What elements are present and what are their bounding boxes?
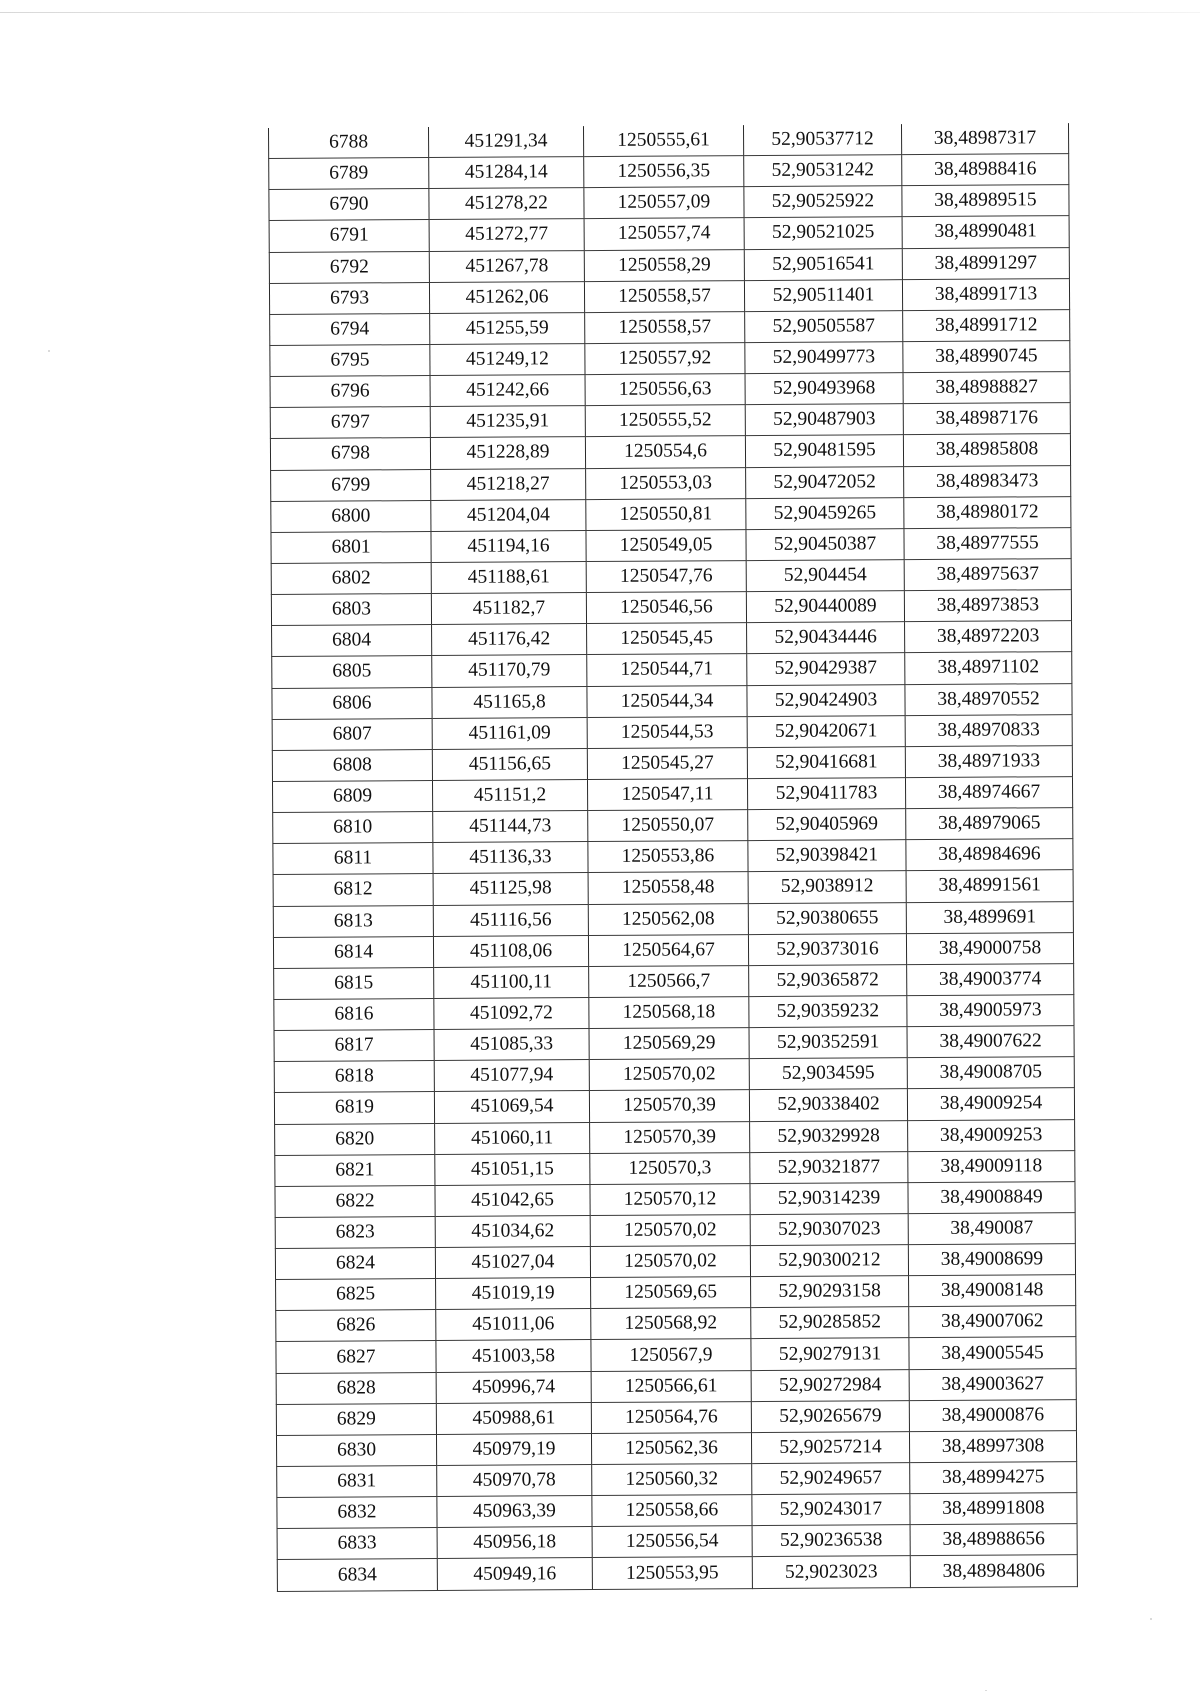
y-coordinate-cell: 1250558,29: [584, 249, 744, 281]
latitude-cell: 52,90272984: [751, 1369, 909, 1401]
longitude-cell: 38,48997308: [909, 1430, 1076, 1462]
latitude-cell: 52,9038912: [748, 871, 906, 903]
longitude-cell: 38,48980172: [904, 496, 1071, 528]
y-coordinate-cell: 1250544,34: [587, 685, 747, 717]
longitude-cell: 38,48977555: [904, 527, 1071, 559]
y-coordinate-cell: 1250566,7: [589, 965, 749, 997]
table-row: [273, 901, 1073, 937]
latitude-cell: 52,9034595: [749, 1058, 907, 1090]
x-coordinate-cell: 450979,19: [436, 1433, 591, 1465]
x-coordinate-cell: 451136,33: [433, 842, 588, 874]
y-coordinate-cell: 1250570,12: [590, 1183, 750, 1215]
table-row: [270, 309, 1070, 345]
point-number-cell: 6816: [274, 998, 434, 1030]
y-coordinate-cell: 1250558,57: [584, 280, 744, 312]
point-number-cell: 6815: [274, 967, 434, 999]
y-coordinate-cell: 1250562,08: [588, 903, 748, 935]
y-coordinate-cell: 1250558,48: [588, 872, 748, 904]
latitude-cell: 52,90380655: [748, 902, 906, 934]
y-coordinate-cell: 1250569,29: [589, 1028, 749, 1060]
longitude-cell: 38,48988656: [910, 1524, 1077, 1556]
longitude-cell: 38,48991713: [902, 278, 1069, 310]
table-row: [273, 870, 1073, 906]
x-coordinate-cell: 451188,61: [431, 562, 586, 594]
longitude-cell: 38,48970833: [905, 714, 1072, 746]
y-coordinate-cell: 1250553,03: [586, 467, 746, 499]
point-number-cell: 6797: [270, 407, 430, 439]
point-number-cell: 6801: [271, 531, 431, 563]
latitude-cell: 52,90472052: [746, 466, 904, 498]
longitude-cell: 38,49008849: [908, 1181, 1075, 1213]
table-row: [269, 185, 1069, 221]
x-coordinate-cell: 451151,2: [432, 780, 587, 812]
point-number-cell: 6805: [272, 656, 432, 688]
table-row: [272, 777, 1072, 813]
longitude-cell: 38,48973853: [904, 590, 1071, 622]
point-number-cell: 6800: [271, 500, 431, 532]
longitude-cell: 38,49007062: [909, 1306, 1076, 1338]
latitude-cell: 52,90398421: [748, 840, 906, 872]
table-row: [277, 1524, 1077, 1560]
point-number-cell: 6789: [269, 158, 429, 190]
x-coordinate-cell: 451060,11: [435, 1122, 590, 1154]
x-coordinate-cell: 451249,12: [430, 344, 585, 376]
y-coordinate-cell: 1250553,86: [588, 841, 748, 873]
latitude-cell: 52,90243017: [752, 1494, 910, 1526]
latitude-cell: 52,90416681: [747, 746, 905, 778]
latitude-cell: 52,90365872: [749, 964, 907, 996]
x-coordinate-cell: 451228,89: [430, 437, 585, 469]
x-coordinate-cell: 451218,27: [431, 468, 586, 500]
latitude-cell: 52,90420671: [747, 715, 905, 747]
table-row: [276, 1368, 1076, 1404]
longitude-cell: 38,49008705: [907, 1057, 1074, 1089]
y-coordinate-cell: 1250546,56: [586, 592, 746, 624]
y-coordinate-cell: 1250558,57: [585, 311, 745, 343]
point-number-cell: 6824: [275, 1248, 435, 1280]
latitude-cell: 52,90257214: [751, 1432, 909, 1464]
y-coordinate-cell: 1250566,61: [591, 1370, 751, 1402]
point-number-cell: 6791: [269, 220, 429, 252]
table-row: [270, 341, 1070, 377]
point-number-cell: 6831: [277, 1466, 437, 1498]
table-row: [276, 1275, 1076, 1311]
x-coordinate-cell: 450949,16: [437, 1558, 592, 1590]
point-number-cell: 6788: [269, 127, 429, 159]
latitude-cell: 52,90279131: [751, 1338, 909, 1370]
point-number-cell: 6827: [276, 1341, 436, 1373]
y-coordinate-cell: 1250557,74: [584, 218, 744, 250]
longitude-cell: 38,49003774: [907, 963, 1074, 995]
latitude-cell: 52,90265679: [751, 1400, 909, 1432]
x-coordinate-cell: 450970,78: [437, 1465, 592, 1497]
table-row: [275, 1181, 1075, 1217]
latitude-cell: 52,9023023: [752, 1556, 910, 1588]
x-coordinate-cell: 451235,91: [430, 406, 585, 438]
y-coordinate-cell: 1250567,9: [591, 1339, 751, 1371]
y-coordinate-cell: 1250555,61: [583, 125, 743, 157]
x-coordinate-cell: 451108,06: [433, 935, 588, 967]
y-coordinate-cell: 1250557,92: [585, 343, 745, 375]
longitude-cell: 38,49000758: [906, 932, 1073, 964]
y-coordinate-cell: 1250570,3: [590, 1152, 750, 1184]
x-coordinate-cell: 451242,66: [430, 375, 585, 407]
y-coordinate-cell: 1250569,65: [591, 1277, 751, 1309]
point-number-cell: 6792: [269, 251, 429, 283]
point-number-cell: 6834: [277, 1559, 437, 1591]
x-coordinate-cell: 451116,56: [433, 904, 588, 936]
x-coordinate-cell: 451284,14: [429, 157, 584, 189]
longitude-cell: 38,48983473: [904, 465, 1071, 497]
scan-top-edge: [0, 12, 1200, 13]
table-row: [270, 372, 1070, 408]
x-coordinate-cell: 451077,94: [434, 1060, 589, 1092]
longitude-cell: 38,48991561: [906, 870, 1073, 902]
latitude-cell: 52,90499773: [745, 342, 903, 374]
x-coordinate-cell: 451165,8: [432, 686, 587, 718]
latitude-cell: 52,90537712: [743, 124, 901, 156]
table-row: [273, 839, 1073, 875]
y-coordinate-cell: 1250564,76: [591, 1401, 751, 1433]
latitude-cell: 52,90434446: [747, 622, 905, 654]
latitude-cell: 52,90300212: [750, 1245, 908, 1277]
x-coordinate-cell: 451267,78: [429, 250, 584, 282]
y-coordinate-cell: 1250570,02: [589, 1059, 749, 1091]
longitude-cell: 38,48972203: [905, 621, 1072, 653]
longitude-cell: 38,49009254: [907, 1088, 1074, 1120]
table-row: [275, 1119, 1075, 1155]
longitude-cell: 38,48989515: [902, 185, 1069, 217]
latitude-cell: 52,90293158: [751, 1276, 909, 1308]
latitude-cell: 52,90459265: [746, 497, 904, 529]
x-coordinate-cell: 451278,22: [429, 188, 584, 220]
y-coordinate-cell: 1250560,32: [592, 1464, 752, 1496]
longitude-cell: 38,48990481: [902, 216, 1069, 248]
x-coordinate-cell: 451272,77: [429, 219, 584, 251]
x-coordinate-cell: 451085,33: [434, 1029, 589, 1061]
y-coordinate-cell: 1250556,63: [585, 374, 745, 406]
y-coordinate-cell: 1250547,76: [586, 561, 746, 593]
x-coordinate-cell: 451042,65: [435, 1184, 590, 1216]
x-coordinate-cell: 451176,42: [432, 624, 587, 656]
point-number-cell: 6804: [272, 625, 432, 657]
point-number-cell: 6802: [271, 562, 431, 594]
x-coordinate-cell: 451003,58: [436, 1340, 591, 1372]
y-coordinate-cell: 1250554,6: [585, 436, 745, 468]
x-coordinate-cell: 451161,09: [432, 717, 587, 749]
y-coordinate-cell: 1250568,92: [591, 1308, 751, 1340]
y-coordinate-cell: 1250556,54: [592, 1526, 752, 1558]
point-number-cell: 6790: [269, 189, 429, 221]
point-number-cell: 6820: [275, 1123, 435, 1155]
point-number-cell: 6830: [276, 1434, 436, 1466]
table-row: [272, 714, 1072, 750]
longitude-cell: 38,48979065: [906, 808, 1073, 840]
table-row: [271, 590, 1071, 626]
point-number-cell: 6811: [273, 843, 433, 875]
y-coordinate-cell: 1250570,02: [590, 1246, 750, 1278]
x-coordinate-cell: 450988,61: [436, 1402, 591, 1434]
longitude-cell: 38,48985808: [903, 434, 1070, 466]
x-coordinate-cell: 450996,74: [436, 1371, 591, 1403]
longitude-cell: 38,48975637: [904, 559, 1071, 591]
x-coordinate-cell: 450956,18: [437, 1527, 592, 1559]
table-row: [271, 496, 1071, 532]
table-row: [276, 1306, 1076, 1342]
table-row: [275, 1150, 1075, 1186]
table-row: [274, 1088, 1074, 1124]
y-coordinate-cell: 1250545,27: [587, 747, 747, 779]
latitude-cell: 52,90249657: [752, 1463, 910, 1495]
y-coordinate-cell: 1250547,11: [587, 779, 747, 811]
table-row: [274, 1026, 1074, 1062]
table-row: [272, 683, 1072, 719]
table-row: [272, 745, 1072, 781]
x-coordinate-cell: 451262,06: [429, 281, 584, 313]
x-coordinate-cell: 451255,59: [430, 312, 585, 344]
point-number-cell: 6799: [271, 469, 431, 501]
latitude-cell: 52,90373016: [748, 933, 906, 965]
point-number-cell: 6807: [272, 718, 432, 750]
x-coordinate-cell: 451019,19: [436, 1278, 591, 1310]
point-number-cell: 6818: [274, 1061, 434, 1093]
longitude-cell: 38,49005973: [907, 995, 1074, 1027]
coordinates-table: [268, 123, 1078, 1591]
point-number-cell: 6806: [272, 687, 432, 719]
point-number-cell: 6814: [273, 936, 433, 968]
longitude-cell: 38,48970552: [905, 683, 1072, 715]
table-row: [270, 434, 1070, 470]
point-number-cell: 6821: [275, 1154, 435, 1186]
y-coordinate-cell: 1250558,66: [592, 1495, 752, 1527]
y-coordinate-cell: 1250544,71: [587, 654, 747, 686]
y-coordinate-cell: 1250555,52: [585, 405, 745, 437]
latitude-cell: 52,90321877: [750, 1151, 908, 1183]
longitude-cell: 38,48994275: [910, 1462, 1077, 1494]
latitude-cell: 52,90338402: [749, 1089, 907, 1121]
table-row: [269, 154, 1069, 190]
point-number-cell: 6822: [275, 1185, 435, 1217]
longitude-cell: 38,49003627: [909, 1368, 1076, 1400]
longitude-cell: 38,4899691: [906, 901, 1073, 933]
longitude-cell: 38,48971933: [905, 745, 1072, 777]
point-number-cell: 6817: [274, 1030, 434, 1062]
y-coordinate-cell: 1250556,35: [584, 156, 744, 188]
longitude-cell: 38,48991712: [903, 309, 1070, 341]
latitude-cell: 52,90481595: [745, 435, 903, 467]
latitude-cell: 52,904454: [746, 560, 904, 592]
latitude-cell: 52,90352591: [749, 1027, 907, 1059]
y-coordinate-cell: 1250550,07: [588, 810, 748, 842]
table-row: [276, 1337, 1076, 1373]
longitude-cell: 38,49007622: [907, 1026, 1074, 1058]
point-number-cell: 6808: [272, 749, 432, 781]
y-coordinate-cell: 1250568,18: [589, 997, 749, 1029]
x-coordinate-cell: 451051,15: [435, 1153, 590, 1185]
latitude-cell: 52,90236538: [752, 1525, 910, 1557]
longitude-cell: 38,48988416: [902, 154, 1069, 186]
latitude-cell: 52,90516541: [744, 248, 902, 280]
x-coordinate-cell: 451291,34: [428, 126, 583, 158]
scan-speck: [48, 350, 50, 352]
table-row: [272, 652, 1072, 688]
point-number-cell: 6810: [273, 812, 433, 844]
longitude-cell: 38,48974667: [905, 777, 1072, 809]
point-number-cell: 6813: [273, 905, 433, 937]
point-number-cell: 6794: [270, 313, 430, 345]
x-coordinate-cell: 451170,79: [432, 655, 587, 687]
latitude-cell: 52,90450387: [746, 528, 904, 560]
point-number-cell: 6809: [272, 780, 432, 812]
table-row: [271, 527, 1071, 563]
y-coordinate-cell: 1250553,95: [592, 1557, 752, 1589]
document-page: [268, 128, 1068, 1592]
longitude-cell: 38,49009118: [908, 1150, 1075, 1182]
y-coordinate-cell: 1250545,45: [587, 623, 747, 655]
point-number-cell: 6793: [269, 282, 429, 314]
coordinates-table-body: [269, 123, 1078, 1591]
x-coordinate-cell: 451069,54: [434, 1091, 589, 1123]
longitude-cell: 38,49009253: [908, 1119, 1075, 1151]
table-row: [276, 1399, 1076, 1435]
longitude-cell: 38,49008699: [908, 1244, 1075, 1276]
x-coordinate-cell: 451092,72: [434, 997, 589, 1029]
latitude-cell: 52,90521025: [744, 217, 902, 249]
latitude-cell: 52,90359232: [749, 996, 907, 1028]
table-row: [269, 216, 1069, 252]
x-coordinate-cell: 451144,73: [433, 811, 588, 843]
latitude-cell: 52,90424903: [747, 684, 905, 716]
point-number-cell: 6795: [270, 344, 430, 376]
latitude-cell: 52,90429387: [747, 653, 905, 685]
point-number-cell: 6826: [276, 1310, 436, 1342]
table-row: [273, 808, 1073, 844]
table-row: [275, 1213, 1075, 1249]
longitude-cell: 38,48988827: [903, 372, 1070, 404]
latitude-cell: 52,90440089: [746, 591, 904, 623]
x-coordinate-cell: 451125,98: [433, 873, 588, 905]
table-row: [274, 995, 1074, 1031]
longitude-cell: 38,48987176: [903, 403, 1070, 435]
y-coordinate-cell: 1250550,81: [586, 498, 746, 530]
latitude-cell: 52,90411783: [747, 778, 905, 810]
longitude-cell: 38,490087: [908, 1213, 1075, 1245]
longitude-cell: 38,49008148: [909, 1275, 1076, 1307]
x-coordinate-cell: 451194,16: [431, 530, 586, 562]
longitude-cell: 38,48991297: [902, 247, 1069, 279]
x-coordinate-cell: 451156,65: [432, 748, 587, 780]
table-row: [272, 621, 1072, 657]
longitude-cell: 38,48990745: [903, 341, 1070, 373]
longitude-cell: 38,48971102: [905, 652, 1072, 684]
longitude-cell: 38,48987317: [901, 123, 1068, 155]
y-coordinate-cell: 1250557,09: [584, 187, 744, 219]
y-coordinate-cell: 1250562,36: [591, 1432, 751, 1464]
x-coordinate-cell: 451182,7: [431, 593, 586, 625]
longitude-cell: 38,48991808: [910, 1493, 1077, 1525]
latitude-cell: 52,90511401: [744, 279, 902, 311]
point-number-cell: 6803: [271, 594, 431, 626]
y-coordinate-cell: 1250570,02: [590, 1214, 750, 1246]
point-number-cell: 6796: [270, 376, 430, 408]
table-row: [270, 403, 1070, 439]
latitude-cell: 52,90487903: [745, 404, 903, 436]
latitude-cell: 52,90285852: [751, 1307, 909, 1339]
y-coordinate-cell: 1250570,39: [590, 1121, 750, 1153]
longitude-cell: 38,49000876: [909, 1399, 1076, 1431]
table-row: [269, 247, 1069, 283]
point-number-cell: 6832: [277, 1497, 437, 1529]
table-row: [271, 465, 1071, 501]
x-coordinate-cell: 451027,04: [435, 1247, 590, 1279]
x-coordinate-cell: 451100,11: [434, 966, 589, 998]
table-row: [277, 1555, 1077, 1591]
latitude-cell: 52,90525922: [744, 186, 902, 218]
table-row: [273, 932, 1073, 968]
table-row: [274, 963, 1074, 999]
longitude-cell: 38,48984806: [910, 1555, 1077, 1587]
point-number-cell: 6819: [274, 1092, 434, 1124]
scan-speck: [985, 1690, 987, 1691]
y-coordinate-cell: 1250544,53: [587, 716, 747, 748]
table-row: [275, 1244, 1075, 1280]
x-coordinate-cell: 451011,06: [436, 1309, 591, 1341]
table-row: [277, 1462, 1077, 1498]
latitude-cell: 52,90314239: [750, 1182, 908, 1214]
y-coordinate-cell: 1250564,67: [588, 934, 748, 966]
table-row: [274, 1057, 1074, 1093]
latitude-cell: 52,90307023: [750, 1214, 908, 1246]
table-row: [269, 123, 1069, 159]
point-number-cell: 6825: [276, 1279, 436, 1311]
point-number-cell: 6829: [276, 1403, 436, 1435]
y-coordinate-cell: 1250549,05: [586, 529, 746, 561]
point-number-cell: 6812: [273, 874, 433, 906]
point-number-cell: 6833: [277, 1528, 437, 1560]
point-number-cell: 6828: [276, 1372, 436, 1404]
longitude-cell: 38,48984696: [906, 839, 1073, 871]
latitude-cell: 52,90505587: [745, 310, 903, 342]
x-coordinate-cell: 450963,39: [437, 1496, 592, 1528]
point-number-cell: 6823: [275, 1216, 435, 1248]
scan-speck: [1150, 1618, 1152, 1620]
table-row: [276, 1430, 1076, 1466]
latitude-cell: 52,90493968: [745, 373, 903, 405]
table-row: [271, 559, 1071, 595]
longitude-cell: 38,49005545: [909, 1337, 1076, 1369]
point-number-cell: 6798: [270, 438, 430, 470]
y-coordinate-cell: 1250570,39: [589, 1090, 749, 1122]
latitude-cell: 52,90531242: [744, 155, 902, 187]
x-coordinate-cell: 451034,62: [435, 1215, 590, 1247]
latitude-cell: 52,90329928: [750, 1120, 908, 1152]
table-row: [277, 1493, 1077, 1529]
x-coordinate-cell: 451204,04: [431, 499, 586, 531]
table-row: [269, 278, 1069, 314]
latitude-cell: 52,90405969: [748, 809, 906, 841]
